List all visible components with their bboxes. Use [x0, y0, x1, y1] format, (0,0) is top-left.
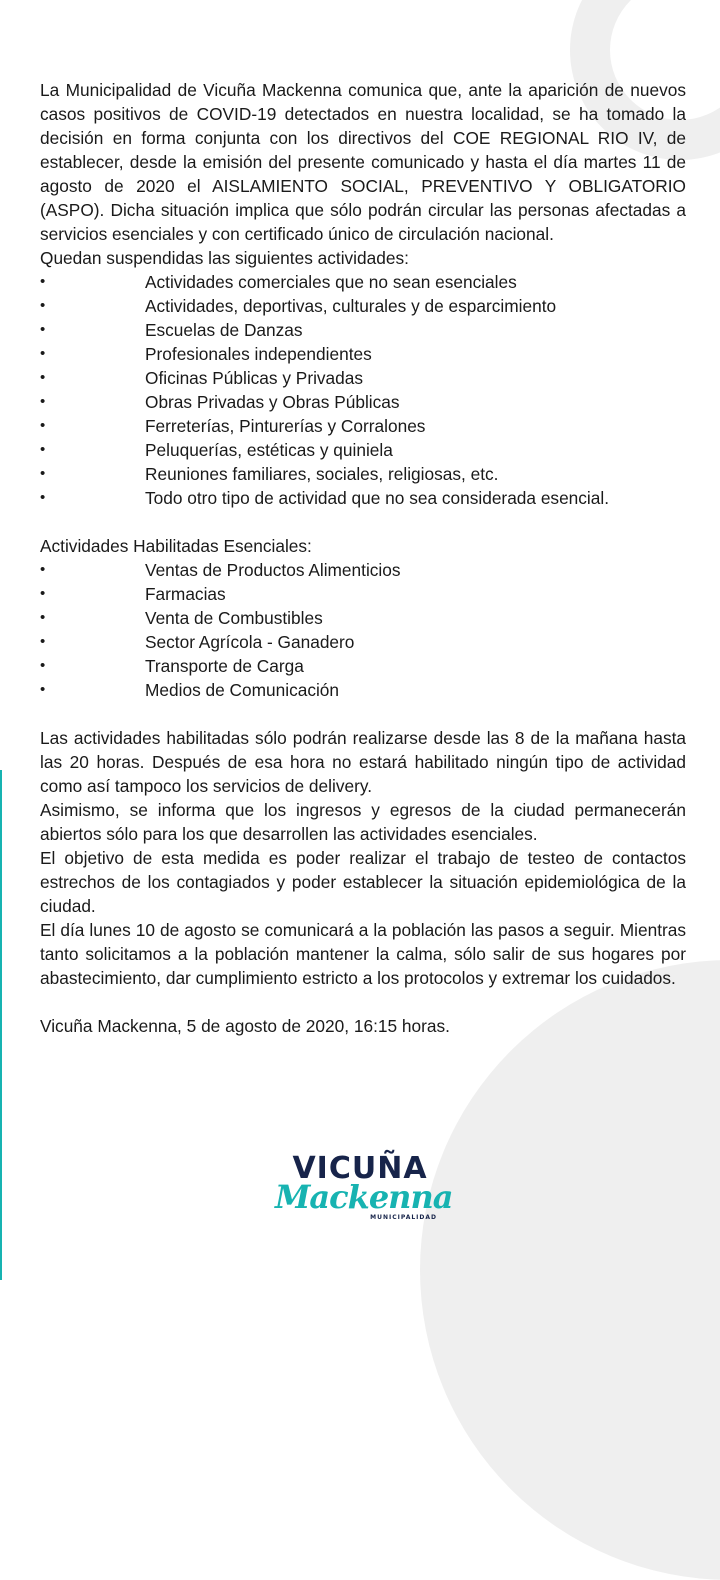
accent-line-left [0, 770, 2, 1280]
bullet-icon: • [40, 489, 46, 506]
list-item: • Todo otro tipo de actividad que no sea considerada esencial. [40, 488, 610, 508]
bullet-icon: • [40, 297, 46, 314]
list-item: • Sector Agrícola - Ganadero [40, 632, 355, 652]
list-item: • Venta de Combustibles [40, 608, 323, 628]
list-item: • Ventas de Productos Alimenticios [40, 560, 401, 580]
municipality-logo [275, 1151, 453, 1232]
suspended-heading: Quedan suspendidas las siguientes actividades: [40, 248, 409, 268]
list-item: • Medios de Comunicación [40, 680, 340, 700]
list-item: • Escuelas de Danzas [40, 320, 303, 340]
bullet-icon: • [40, 657, 46, 674]
enabled-list [40, 558, 686, 702]
hours-paragraph: Las actividades habilitadas sólo podrán realizarse desde las 8 de la mañana hasta las 20 horas. Después de esa hora no estará habilitado ningún tipo de actividad como así tampoco los servicios de delivery. [40, 728, 686, 796]
list-item: • Transporte de Carga [40, 656, 304, 676]
bullet-icon: • [40, 393, 46, 410]
spacer [40, 702, 686, 726]
list-item: • Peluquerías, estéticas y quiniela [40, 440, 393, 460]
list-item: • Actividades comerciales que no sean esenciales [40, 272, 517, 292]
spacer [40, 510, 686, 534]
enabled-heading: Actividades Habilitadas Esenciales: [40, 536, 312, 556]
bullet-icon: • [40, 561, 46, 578]
bullet-icon: • [40, 273, 46, 290]
logo-line3: MUNICIPALIDAD [370, 1214, 437, 1221]
next-steps-paragraph: El día lunes 10 de agosto se comunicará a la población las pasos a seguir. Mientras tanto solicitamos a la población mantener la calma, sólo salir de sus hogares por abastecimiento, dar cumplimiento estricto a los protocolos y extremar los cuidados. [40, 920, 686, 988]
logo-line1: VICUÑA [292, 1151, 428, 1186]
bullet-icon: • [40, 633, 46, 650]
list-item: • Reuniones familiares, sociales, religiosas, etc. [40, 464, 499, 484]
bullet-icon: • [40, 369, 46, 386]
bullet-icon: • [40, 585, 46, 602]
list-item: • Ferreterías, Pinturerías y Corralones [40, 416, 426, 436]
bullet-icon: • [40, 681, 46, 698]
intro-paragraph: La Municipalidad de Vicuña Mackenna comunica que, ante la aparición de nuevos casos positivos de COVID-19 detectados en nuestra localidad, se ha tomado la decisión en forma conjunta con los directivos del COE REGIONAL RIO IV, de establecer, desde la emisión del presente comunicado y hasta el día martes 11 de agosto de 2020 el AISLAMIENTO SOCIAL, PREVENTIVO Y OBLIGATORIO (ASPO). Dicha situación implica que sólo podrán circular las personas afectadas a servicios esenciales y con certificado único de circulación nacional. [40, 80, 686, 244]
bullet-icon: • [40, 345, 46, 362]
decorative-circle-bottom [420, 960, 720, 1580]
bullet-icon: • [40, 417, 46, 434]
announcement-body [40, 78, 686, 1038]
logo-line2: Mackenna [275, 1178, 453, 1216]
list-item: • Obras Privadas y Obras Públicas [40, 392, 400, 412]
list-item: • Actividades, deportivas, culturales y de esparcimiento [40, 296, 557, 316]
list-item: • Oficinas Públicas y Privadas [40, 368, 364, 388]
spacer [40, 990, 686, 1014]
suspended-list [40, 270, 686, 510]
objective-paragraph: El objetivo de esta medida es poder realizar el trabajo de testeo de contactos estrechos de los contagiados y poder establecer la situación epidemiológica de la ciudad. [40, 848, 686, 916]
city-access-paragraph: Asimismo, se informa que los ingresos y egresos de la ciudad permanecerán abiertos sólo para los que desarrollen las actividades esenciales. [40, 800, 686, 844]
bullet-icon: • [40, 321, 46, 338]
bullet-icon: • [40, 609, 46, 626]
signature-line: Vicuña Mackenna, 5 de agosto de 2020, 16:15 horas. [40, 1016, 450, 1036]
list-item: • Farmacias [40, 584, 226, 604]
list-item: • Profesionales independientes [40, 344, 372, 364]
bullet-icon: • [40, 441, 46, 458]
bullet-icon: • [40, 465, 46, 482]
